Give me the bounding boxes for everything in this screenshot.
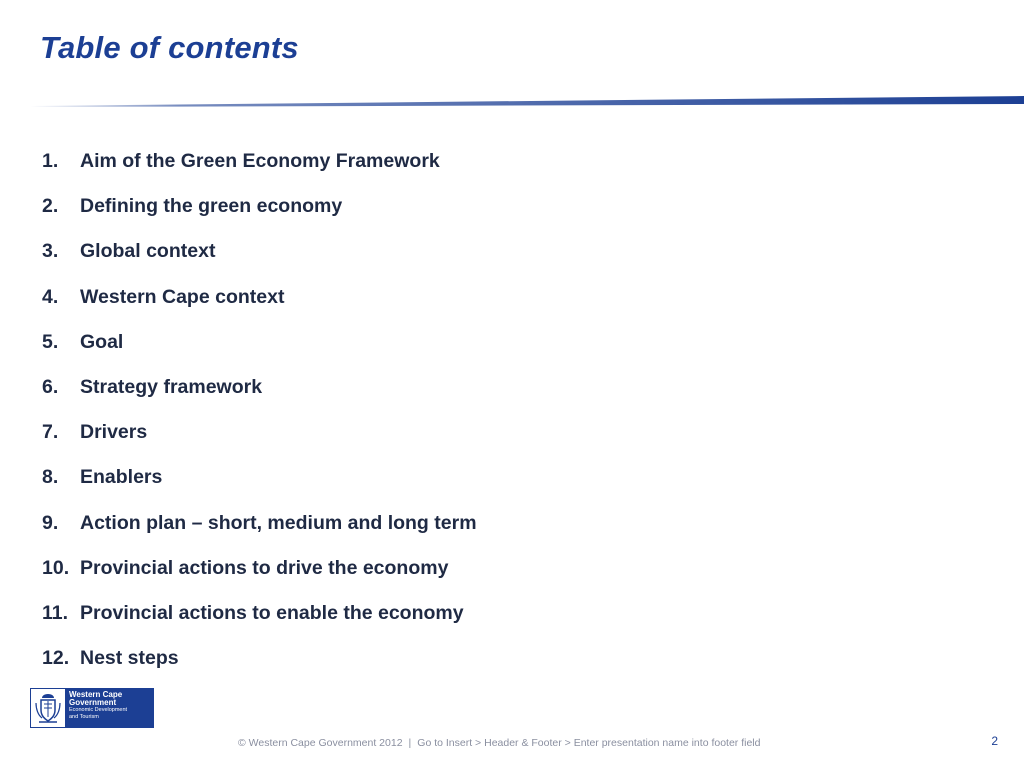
toc-item-number: 9.	[42, 511, 59, 534]
page-number: 2	[991, 734, 998, 748]
toc-item	[42, 466, 477, 511]
logo-name-line2: Government	[69, 698, 117, 707]
toc-item-label: Global context	[80, 240, 216, 263]
coat-of-arms-icon	[31, 689, 65, 727]
western-cape-government-logo	[30, 688, 154, 728]
toc-item	[42, 421, 477, 466]
logo-text-block	[65, 689, 153, 727]
toc-item-number: 4.	[42, 285, 59, 308]
toc-item	[42, 647, 477, 692]
toc-item-label: Enablers	[80, 466, 163, 489]
toc-item	[42, 240, 477, 285]
toc-item-label: Action plan – short, medium and long term	[80, 511, 477, 534]
toc-item	[42, 376, 477, 421]
toc-item-number: 3.	[42, 240, 59, 263]
toc-item	[42, 602, 477, 647]
toc-item-label: Drivers	[80, 421, 148, 444]
toc-item-number: 12.	[42, 647, 70, 670]
toc-item-label: Western Cape context	[80, 285, 285, 308]
slide-title: Table of contents	[40, 30, 299, 65]
table-of-contents	[42, 150, 477, 692]
footer-copyright: © Western Cape Government 2012	[238, 737, 403, 749]
toc-item-number: 10.	[42, 556, 70, 579]
toc-item-label: Strategy framework	[80, 375, 263, 398]
footer-hint: Go to Insert > Header & Footer > Enter presentation name into footer field	[417, 737, 761, 749]
toc-item-number: 6.	[42, 375, 59, 398]
logo-department-line2: and Tourism	[69, 713, 99, 720]
toc-item-label: Defining the green economy	[80, 195, 343, 218]
toc-item	[42, 150, 477, 195]
toc-item-label: Provincial actions to drive the economy	[80, 556, 449, 579]
toc-item	[42, 195, 477, 240]
toc-item	[42, 331, 477, 376]
toc-item-number: 11.	[42, 601, 69, 624]
logo-name-line1: Western Cape	[69, 690, 123, 699]
toc-item-number: 2.	[42, 195, 59, 218]
toc-item	[42, 512, 477, 557]
toc-item-label: Goal	[80, 330, 124, 353]
toc-item	[42, 286, 477, 331]
toc-item-label: Nest steps	[80, 647, 179, 670]
toc-item-number: 7.	[42, 421, 59, 444]
toc-item-number: 1.	[42, 150, 59, 172]
logo-department-line1: Economic Development	[69, 707, 128, 713]
toc-item-number: 5.	[42, 330, 59, 353]
footer-separator: |	[408, 737, 412, 749]
slide-footer	[238, 737, 760, 749]
toc-item-label: Aim of the Green Economy Framework	[80, 150, 440, 172]
toc-item-label: Provincial actions to enable the economy	[80, 601, 464, 624]
toc-item	[42, 557, 477, 602]
title-underline	[0, 88, 1024, 112]
toc-item-number: 8.	[42, 466, 59, 489]
